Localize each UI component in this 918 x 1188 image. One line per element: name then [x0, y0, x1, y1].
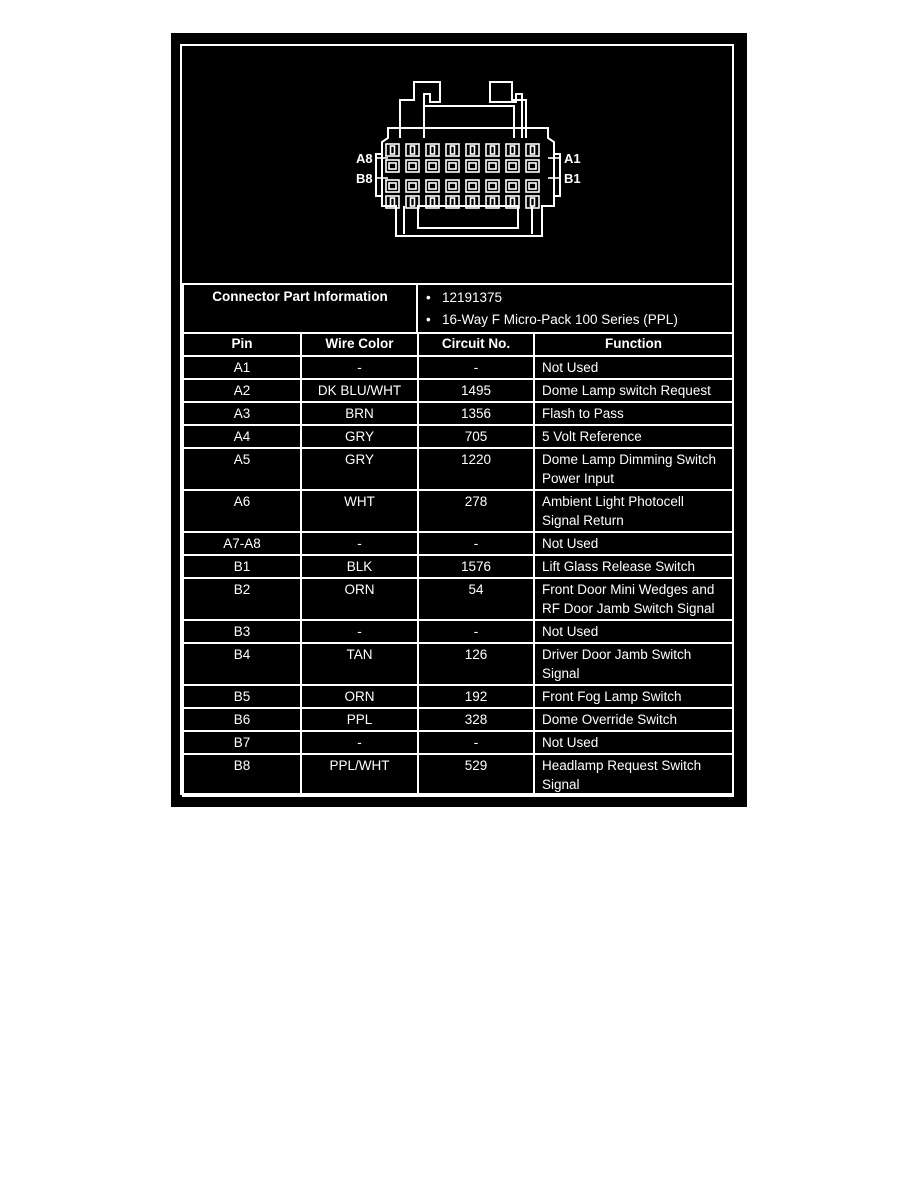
- wire-color-cell: ORN: [301, 578, 418, 620]
- function-line: Not Used: [542, 360, 599, 375]
- pin-cell: A7-A8: [183, 532, 301, 555]
- pinout-row: [183, 555, 733, 578]
- function-cell: [534, 532, 733, 555]
- connector-face-drawing: [182, 46, 732, 282]
- connector-info-item: [426, 309, 732, 331]
- function-line: Dome Override Switch: [542, 712, 678, 727]
- function-line: Signal: [542, 666, 580, 681]
- wire-color-cell: PPL: [301, 708, 418, 731]
- pinout-body: [183, 356, 733, 796]
- pin-cavity: [446, 180, 459, 192]
- pin-cavity: [406, 180, 419, 192]
- pin-cavity: [506, 180, 519, 192]
- circuit-no-cell: -: [418, 620, 534, 643]
- pin-cavity: [506, 160, 519, 172]
- pin-cavity-contact: [431, 198, 435, 206]
- pin-cavity: [486, 180, 499, 192]
- keyway: [418, 206, 518, 228]
- function-line: RF Door Jamb Switch Signal: [542, 601, 715, 616]
- pin-cavity-contact: [511, 146, 515, 154]
- pin-cavity-contact: [431, 146, 435, 154]
- pin-cavity-contact: [489, 183, 496, 189]
- pinout-row: [183, 731, 733, 754]
- pin-cavity: [406, 160, 419, 172]
- function-cell: [534, 555, 733, 578]
- pin-cavity-contact: [509, 183, 516, 189]
- function-line: Dome Lamp Dimming Switch: [542, 452, 717, 467]
- right-latch: [490, 82, 526, 138]
- body-bottom-lip: [404, 206, 532, 234]
- pin-cavity-contact: [531, 146, 535, 154]
- pin-cavity: [526, 160, 539, 172]
- label-b1: B1: [564, 171, 581, 186]
- connector-diagram: [182, 46, 732, 282]
- pin-cavity: [386, 180, 399, 192]
- pin-cell: B5: [183, 685, 301, 708]
- function-cell: [534, 620, 733, 643]
- pin-cavity: [426, 160, 439, 172]
- pinout-row: [183, 425, 733, 448]
- pinout-row: [183, 490, 733, 532]
- circuit-no-cell: 192: [418, 685, 534, 708]
- pin-cell: B7: [183, 731, 301, 754]
- label-b8: B8: [356, 171, 373, 186]
- connector-series: 16-Way F Micro-Pack 100 Series (PPL): [442, 312, 678, 327]
- pin-cavity-contact: [391, 198, 395, 206]
- connector-info-values: [417, 284, 733, 333]
- pin-cavity-contact: [509, 163, 516, 169]
- header-circuit-no: Circuit No.: [418, 333, 534, 356]
- pin-cavity-contact: [489, 163, 496, 169]
- pin-cell: A6: [183, 490, 301, 532]
- circuit-no-cell: 705: [418, 425, 534, 448]
- pin-cavity-contact: [429, 163, 436, 169]
- circuit-no-cell: 126: [418, 643, 534, 685]
- pinout-row: [183, 402, 733, 425]
- pin-cell: A1: [183, 356, 301, 379]
- function-cell: [534, 402, 733, 425]
- function-cell: [534, 448, 733, 490]
- circuit-no-cell: 1495: [418, 379, 534, 402]
- pin-cavity-contact: [411, 146, 415, 154]
- pinout-row: [183, 708, 733, 731]
- function-cell: [534, 685, 733, 708]
- pin-cell: A4: [183, 425, 301, 448]
- connector-info-row: [183, 284, 733, 333]
- wire-color-cell: PPL/WHT: [301, 754, 418, 796]
- pin-cell: B1: [183, 555, 301, 578]
- top-cover: [424, 106, 514, 138]
- pinout-row: [183, 379, 733, 402]
- pin-cavities: [386, 144, 539, 208]
- pinout-row: [183, 356, 733, 379]
- function-line: Dome Lamp switch Request: [542, 383, 711, 398]
- pin-cell: B4: [183, 643, 301, 685]
- function-line: Not Used: [542, 735, 599, 750]
- bullet-glyph: •: [426, 312, 431, 327]
- part-number: 12191375: [442, 290, 503, 305]
- function-cell: [534, 708, 733, 731]
- pin-cavity-contact: [389, 163, 396, 169]
- function-line: Ambient Light Photocell: [542, 494, 684, 509]
- function-line: Headlamp Request Switch: [542, 758, 702, 773]
- wire-color-cell: GRY: [301, 425, 418, 448]
- pin-cavity-contact: [389, 183, 396, 189]
- pin-cavity-contact: [449, 183, 456, 189]
- connector-document-panel: [171, 33, 747, 807]
- circuit-no-cell: -: [418, 356, 534, 379]
- wire-color-cell: DK BLU/WHT: [301, 379, 418, 402]
- pin-cavity: [526, 180, 539, 192]
- pinout-header-row: [183, 333, 733, 356]
- document-frame: [180, 44, 734, 795]
- function-cell: [534, 356, 733, 379]
- circuit-no-cell: 54: [418, 578, 534, 620]
- function-line: Driver Door Jamb Switch: [542, 647, 692, 662]
- circuit-no-cell: 328: [418, 708, 534, 731]
- pinout-row: [183, 620, 733, 643]
- pin-cell: A5: [183, 448, 301, 490]
- connector-info-list: [418, 285, 732, 331]
- header-pin: Pin: [183, 333, 301, 356]
- pin-cavity-contact: [471, 146, 475, 154]
- wire-color-cell: -: [301, 356, 418, 379]
- pin-cavity-contact: [449, 163, 456, 169]
- wire-color-cell: BLK: [301, 555, 418, 578]
- pin-cavity-contact: [409, 163, 416, 169]
- pin-cavity: [486, 160, 499, 172]
- function-cell: [534, 643, 733, 685]
- pin-cell: A2: [183, 379, 301, 402]
- connector-info-table: [182, 283, 734, 334]
- function-cell: [534, 754, 733, 796]
- pin-cavity-contact: [429, 183, 436, 189]
- pin-cavity-contact: [451, 146, 455, 154]
- pin-cell: A3: [183, 402, 301, 425]
- function-line: Not Used: [542, 536, 599, 551]
- pin-cavity-contact: [529, 163, 536, 169]
- pin-cavity-contact: [491, 146, 495, 154]
- pin-cavity-contact: [491, 198, 495, 206]
- pinout-row: [183, 448, 733, 490]
- function-line: Front Door Mini Wedges and: [542, 582, 715, 597]
- pinout-row: [183, 643, 733, 685]
- wire-color-cell: -: [301, 532, 418, 555]
- pinout-row: [183, 685, 733, 708]
- wire-color-cell: BRN: [301, 402, 418, 425]
- circuit-no-cell: 278: [418, 490, 534, 532]
- pin-cavity-contact: [511, 198, 515, 206]
- pinout-row: [183, 578, 733, 620]
- pinout-row: [183, 532, 733, 555]
- pin-cavity: [426, 180, 439, 192]
- connector-info-label: Connector Part Information: [183, 284, 417, 333]
- pin-cavity-contact: [529, 183, 536, 189]
- label-a8: A8: [356, 151, 373, 166]
- circuit-no-cell: 529: [418, 754, 534, 796]
- function-line: Lift Glass Release Switch: [542, 559, 696, 574]
- circuit-no-cell: -: [418, 731, 534, 754]
- circuit-no-cell: -: [418, 532, 534, 555]
- function-line: Power Input: [542, 471, 615, 486]
- wire-color-cell: WHT: [301, 490, 418, 532]
- pin-cavity: [466, 160, 479, 172]
- pin-cavity-contact: [471, 198, 475, 206]
- pin-cell: B6: [183, 708, 301, 731]
- function-line: Signal: [542, 777, 580, 792]
- pin-cell: B3: [183, 620, 301, 643]
- pin-cavity-contact: [411, 198, 415, 206]
- wire-color-cell: -: [301, 620, 418, 643]
- pinout-table: [182, 332, 734, 797]
- function-line: Signal Return: [542, 513, 624, 528]
- header-function: Function: [534, 333, 733, 356]
- left-latch: [400, 82, 440, 138]
- wire-color-cell: GRY: [301, 448, 418, 490]
- function-cell: [534, 425, 733, 448]
- function-cell: [534, 578, 733, 620]
- pin-cell: B8: [183, 754, 301, 796]
- label-a1: A1: [564, 151, 581, 166]
- function-line: 5 Volt Reference: [542, 429, 642, 444]
- function-cell: [534, 731, 733, 754]
- pin-cavity: [466, 180, 479, 192]
- function-cell: [534, 379, 733, 402]
- wire-color-cell: TAN: [301, 643, 418, 685]
- wire-color-cell: -: [301, 731, 418, 754]
- pin-cavity: [386, 160, 399, 172]
- pin-cavity-contact: [391, 146, 395, 154]
- circuit-no-cell: 1576: [418, 555, 534, 578]
- pin-cavity-contact: [409, 183, 416, 189]
- circuit-no-cell: 1220: [418, 448, 534, 490]
- wire-color-cell: ORN: [301, 685, 418, 708]
- header-wire-color: Wire Color: [301, 333, 418, 356]
- connector-info-item: [426, 287, 732, 309]
- function-line: Front Fog Lamp Switch: [542, 689, 682, 704]
- pin-cell: B2: [183, 578, 301, 620]
- function-line: Flash to Pass: [542, 406, 624, 421]
- pinout-row: [183, 754, 733, 796]
- pin-cavity-contact: [451, 198, 455, 206]
- function-cell: [534, 490, 733, 532]
- circuit-no-cell: 1356: [418, 402, 534, 425]
- function-line: Not Used: [542, 624, 599, 639]
- bullet-glyph: •: [426, 290, 431, 305]
- pin-cavity-contact: [469, 163, 476, 169]
- pin-cavity-contact: [469, 183, 476, 189]
- pin-cavity: [446, 160, 459, 172]
- pin-cavity-contact: [531, 198, 535, 206]
